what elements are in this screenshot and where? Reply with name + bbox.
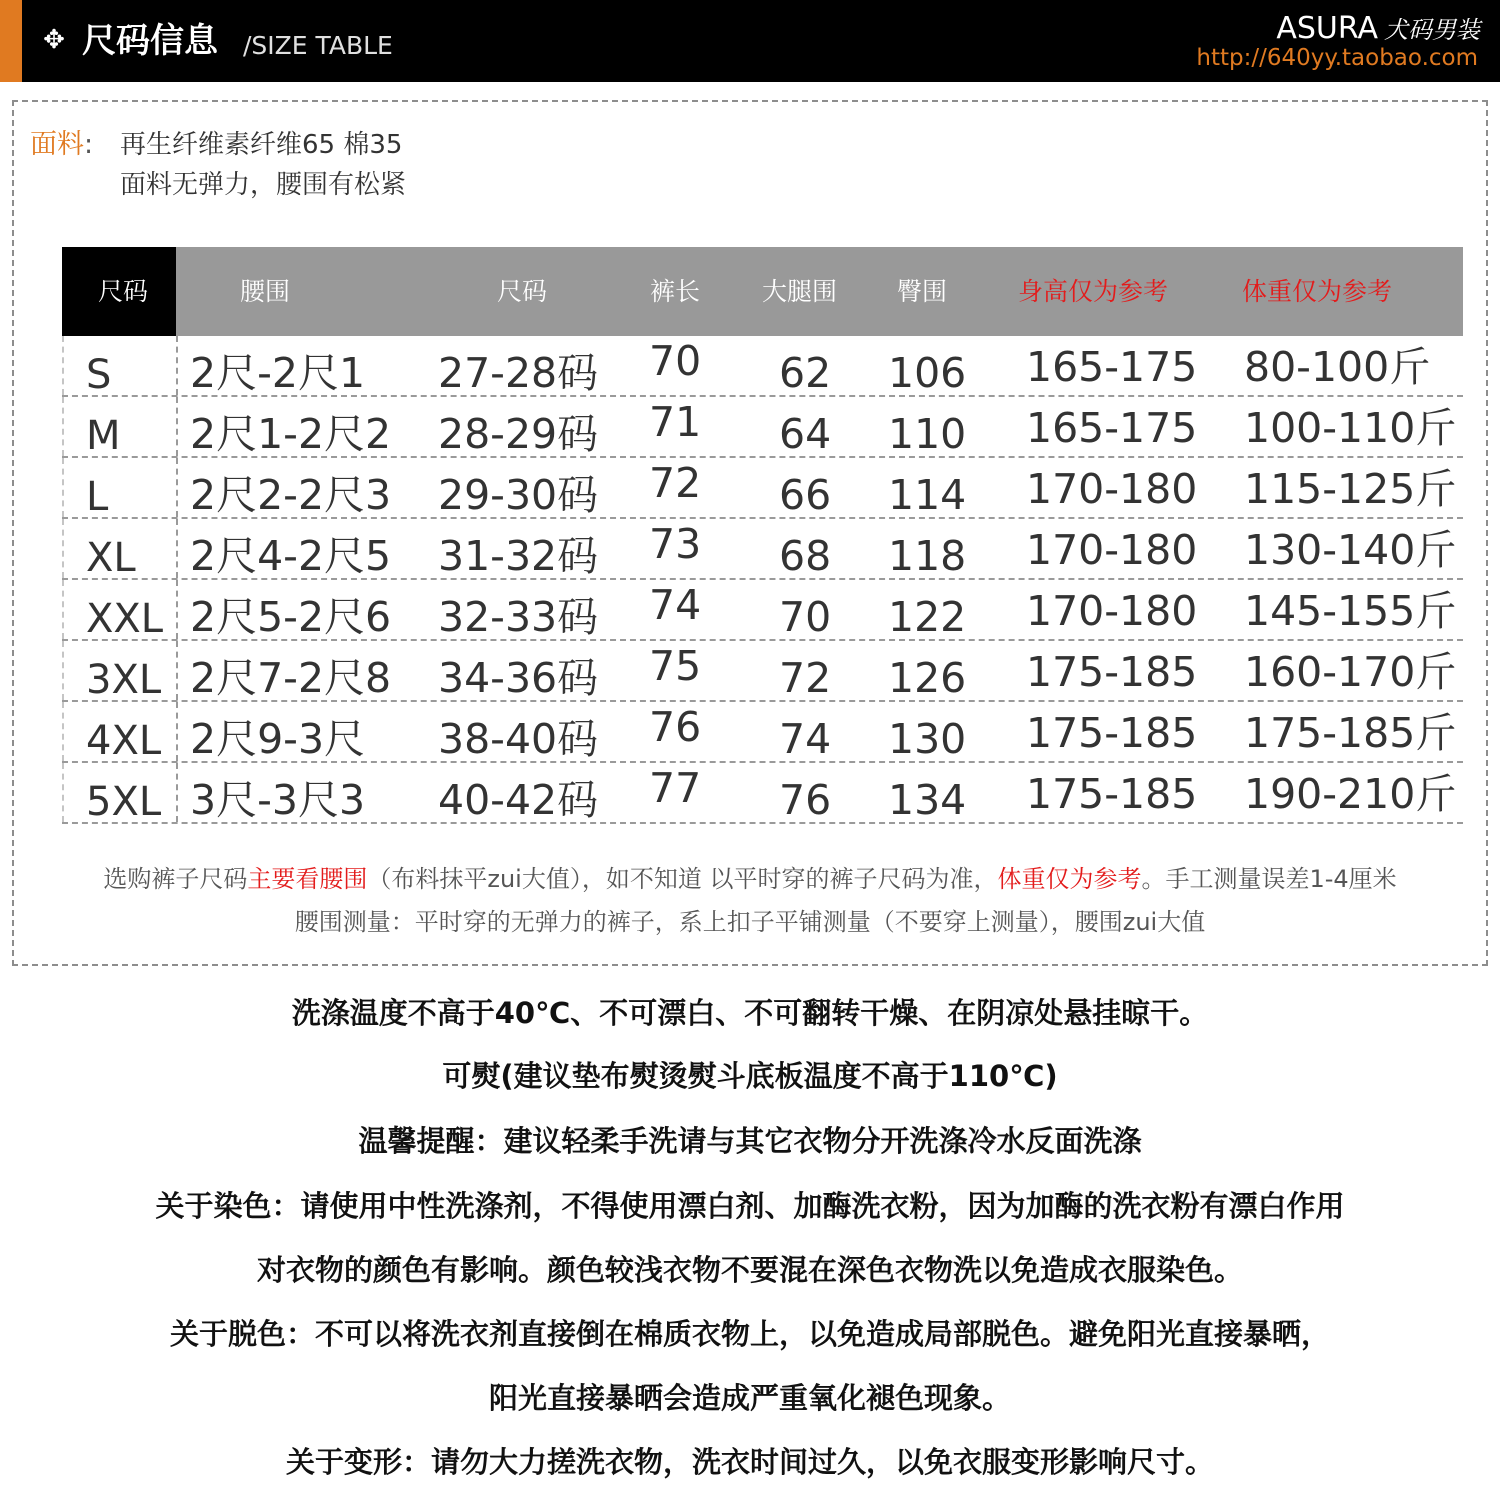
brand-logo — [1276, 12, 1480, 47]
fabric-elasticity: 面料无弹力，腰围有松紧 — [120, 170, 407, 200]
row-weight: 115-125斤 — [1244, 465, 1457, 513]
row-waist: 3尺-3尺3 — [190, 776, 366, 824]
row-waist: 2尺4-2尺5 — [190, 532, 392, 580]
table-row — [62, 397, 1463, 458]
care-line: 关于染色：请使用中性洗涤剂，不得使用漂白剂、加酶洗衣粉，因为加酶的洗衣粉有漂白作用 — [155, 1189, 1345, 1223]
row-weight: 190-210斤 — [1244, 770, 1457, 818]
shop-url[interactable]: http://640yy.taobao.com — [1196, 45, 1478, 71]
row-thigh: 64 — [779, 410, 832, 458]
row-size: XL — [86, 535, 136, 581]
row-waist: 2尺9-3尺 — [190, 715, 366, 763]
row-hip: 114 — [888, 471, 967, 519]
table-row — [62, 763, 1463, 824]
row-weight: 160-170斤 — [1244, 648, 1457, 696]
table-header — [62, 247, 1463, 336]
row-waist: 2尺1-2尺2 — [190, 410, 392, 458]
care-line: 阳光直接暴晒会造成严重氧化褪色现象。 — [488, 1381, 1011, 1415]
row-weight: 130-140斤 — [1244, 526, 1457, 574]
size-cell-border — [62, 336, 178, 395]
row-length: 75 — [649, 642, 702, 690]
row-size: XXL — [86, 596, 164, 642]
table-row — [62, 336, 1463, 397]
accent-stripe — [0, 0, 22, 82]
fabric-label-colon: : — [84, 129, 94, 160]
row-size: S — [86, 352, 112, 398]
row-size-code: 31-32码 — [438, 532, 599, 580]
row-length: 76 — [649, 703, 702, 751]
row-thigh: 70 — [779, 593, 832, 641]
note-part-2: （布料抹平zui大值），如不知道 以平时穿的裤子尺码为准， — [367, 865, 998, 893]
row-hip: 110 — [888, 410, 967, 458]
fabric-label — [30, 127, 93, 163]
row-thigh: 66 — [779, 471, 832, 519]
row-length: 71 — [649, 398, 702, 446]
table-row — [62, 580, 1463, 641]
row-height: 175-185 — [1026, 770, 1198, 818]
table-row — [62, 641, 1463, 702]
row-length: 74 — [649, 581, 702, 629]
row-waist: 2尺5-2尺6 — [190, 593, 392, 641]
row-height: 175-185 — [1026, 648, 1198, 696]
row-length: 70 — [649, 337, 702, 385]
row-thigh: 74 — [779, 715, 832, 763]
row-thigh: 72 — [779, 654, 832, 702]
care-line: 洗涤温度不高于40℃、不可漂白、不可翻转干燥、在阴凉处悬挂晾干。 — [291, 996, 1209, 1030]
table-row — [62, 458, 1463, 519]
header-weight: 体重仅为参考 — [1242, 277, 1393, 306]
row-hip: 134 — [888, 776, 967, 824]
header-height: 身高仅为参考 — [1018, 277, 1169, 306]
header-size-code: 尺码 — [497, 277, 548, 306]
row-height: 165-175 — [1026, 404, 1198, 452]
row-size: 3XL — [86, 657, 162, 703]
table-row — [62, 519, 1463, 580]
row-size-code: 28-29码 — [438, 410, 599, 458]
header-length: 裤长 — [650, 277, 701, 306]
row-waist: 2尺-2尺1 — [190, 349, 366, 397]
row-height: 170-180 — [1026, 587, 1198, 635]
header-bar — [0, 0, 1500, 82]
row-hip: 118 — [888, 532, 967, 580]
row-size-code: 27-28码 — [438, 349, 599, 397]
care-line: 关于脱色：不可以将洗衣剂直接倒在棉质衣物上，以免造成局部脱色。避免阳光直接暴晒， — [169, 1317, 1330, 1351]
note-part-3: 。手工测量误差1-4厘米 — [1141, 865, 1397, 893]
brand-name-cn: 犬码男装 — [1384, 16, 1480, 44]
size-table — [62, 247, 1463, 824]
row-thigh: 68 — [779, 532, 832, 580]
row-height: 170-180 — [1026, 465, 1198, 513]
care-line: 可熨(建议垫布熨烫熨斗底板温度不高于110℃) — [442, 1059, 1058, 1093]
row-size: M — [86, 413, 121, 459]
row-waist: 2尺7-2尺8 — [190, 654, 392, 702]
care-line: 对衣物的颜色有影响。颜色较浅衣物不要混在深色衣物洗以免造成衣服染色。 — [256, 1253, 1243, 1287]
care-line: 温馨提醒：建议轻柔手洗请与其它衣物分开洗涤冷水反面洗涤 — [358, 1124, 1142, 1158]
row-weight: 80-100斤 — [1244, 343, 1431, 391]
header-size: 尺码 — [98, 277, 149, 306]
row-height: 170-180 — [1026, 526, 1198, 574]
row-waist: 2尺2-2尺3 — [190, 471, 392, 519]
row-size-code: 32-33码 — [438, 593, 599, 641]
size-selection-note — [12, 863, 1488, 895]
row-size-code: 40-42码 — [438, 776, 599, 824]
note-waist-emphasis: 主要看腰围 — [247, 865, 368, 893]
row-hip: 126 — [888, 654, 967, 702]
row-thigh: 76 — [779, 776, 832, 824]
row-length: 73 — [649, 520, 702, 568]
row-hip: 106 — [888, 349, 967, 397]
header-hip: 臀围 — [897, 277, 948, 306]
row-height: 175-185 — [1026, 709, 1198, 757]
page-subtitle: /SIZE TABLE — [243, 31, 393, 60]
note-weight-emphasis: 体重仅为参考 — [997, 865, 1142, 893]
row-size: 4XL — [86, 718, 162, 764]
row-size-code: 34-36码 — [438, 654, 599, 702]
row-thigh: 62 — [779, 349, 832, 397]
brand-name: ASURA — [1276, 11, 1378, 46]
row-length: 72 — [649, 459, 702, 507]
row-size-code: 29-30码 — [438, 471, 599, 519]
row-length: 77 — [649, 764, 702, 812]
row-size-code: 38-40码 — [438, 715, 599, 763]
note-part-1: 选购裤子尺码 — [103, 865, 248, 893]
size-cell-border — [62, 458, 178, 517]
waist-measure-note: 腰围测量：平时穿的无弹力的裤子，系上扣子平铺测量（不要穿上测量），腰围zui大值 — [294, 908, 1206, 936]
header-thigh: 大腿围 — [762, 277, 838, 306]
row-weight: 175-185斤 — [1244, 709, 1457, 757]
row-hip: 130 — [888, 715, 967, 763]
care-line: 关于变形：请勿大力搓洗衣物，洗衣时间过久，以免衣服变形影响尺寸。 — [285, 1445, 1214, 1479]
row-size: 5XL — [86, 779, 162, 825]
row-hip: 122 — [888, 593, 967, 641]
row-height: 165-175 — [1026, 343, 1198, 391]
fabric-label-text: 面料 — [30, 129, 84, 160]
table-row — [62, 702, 1463, 763]
four-arrow-cross-icon: ✥ — [43, 25, 65, 55]
header-waist: 腰围 — [240, 277, 291, 306]
row-size: L — [86, 474, 109, 520]
table-body — [62, 336, 1463, 824]
fabric-composition: 再生纤维素纤维65 棉35 — [120, 130, 403, 160]
row-weight: 100-110斤 — [1244, 404, 1457, 452]
page-title: 尺码信息 — [82, 21, 218, 61]
row-weight: 145-155斤 — [1244, 587, 1457, 635]
